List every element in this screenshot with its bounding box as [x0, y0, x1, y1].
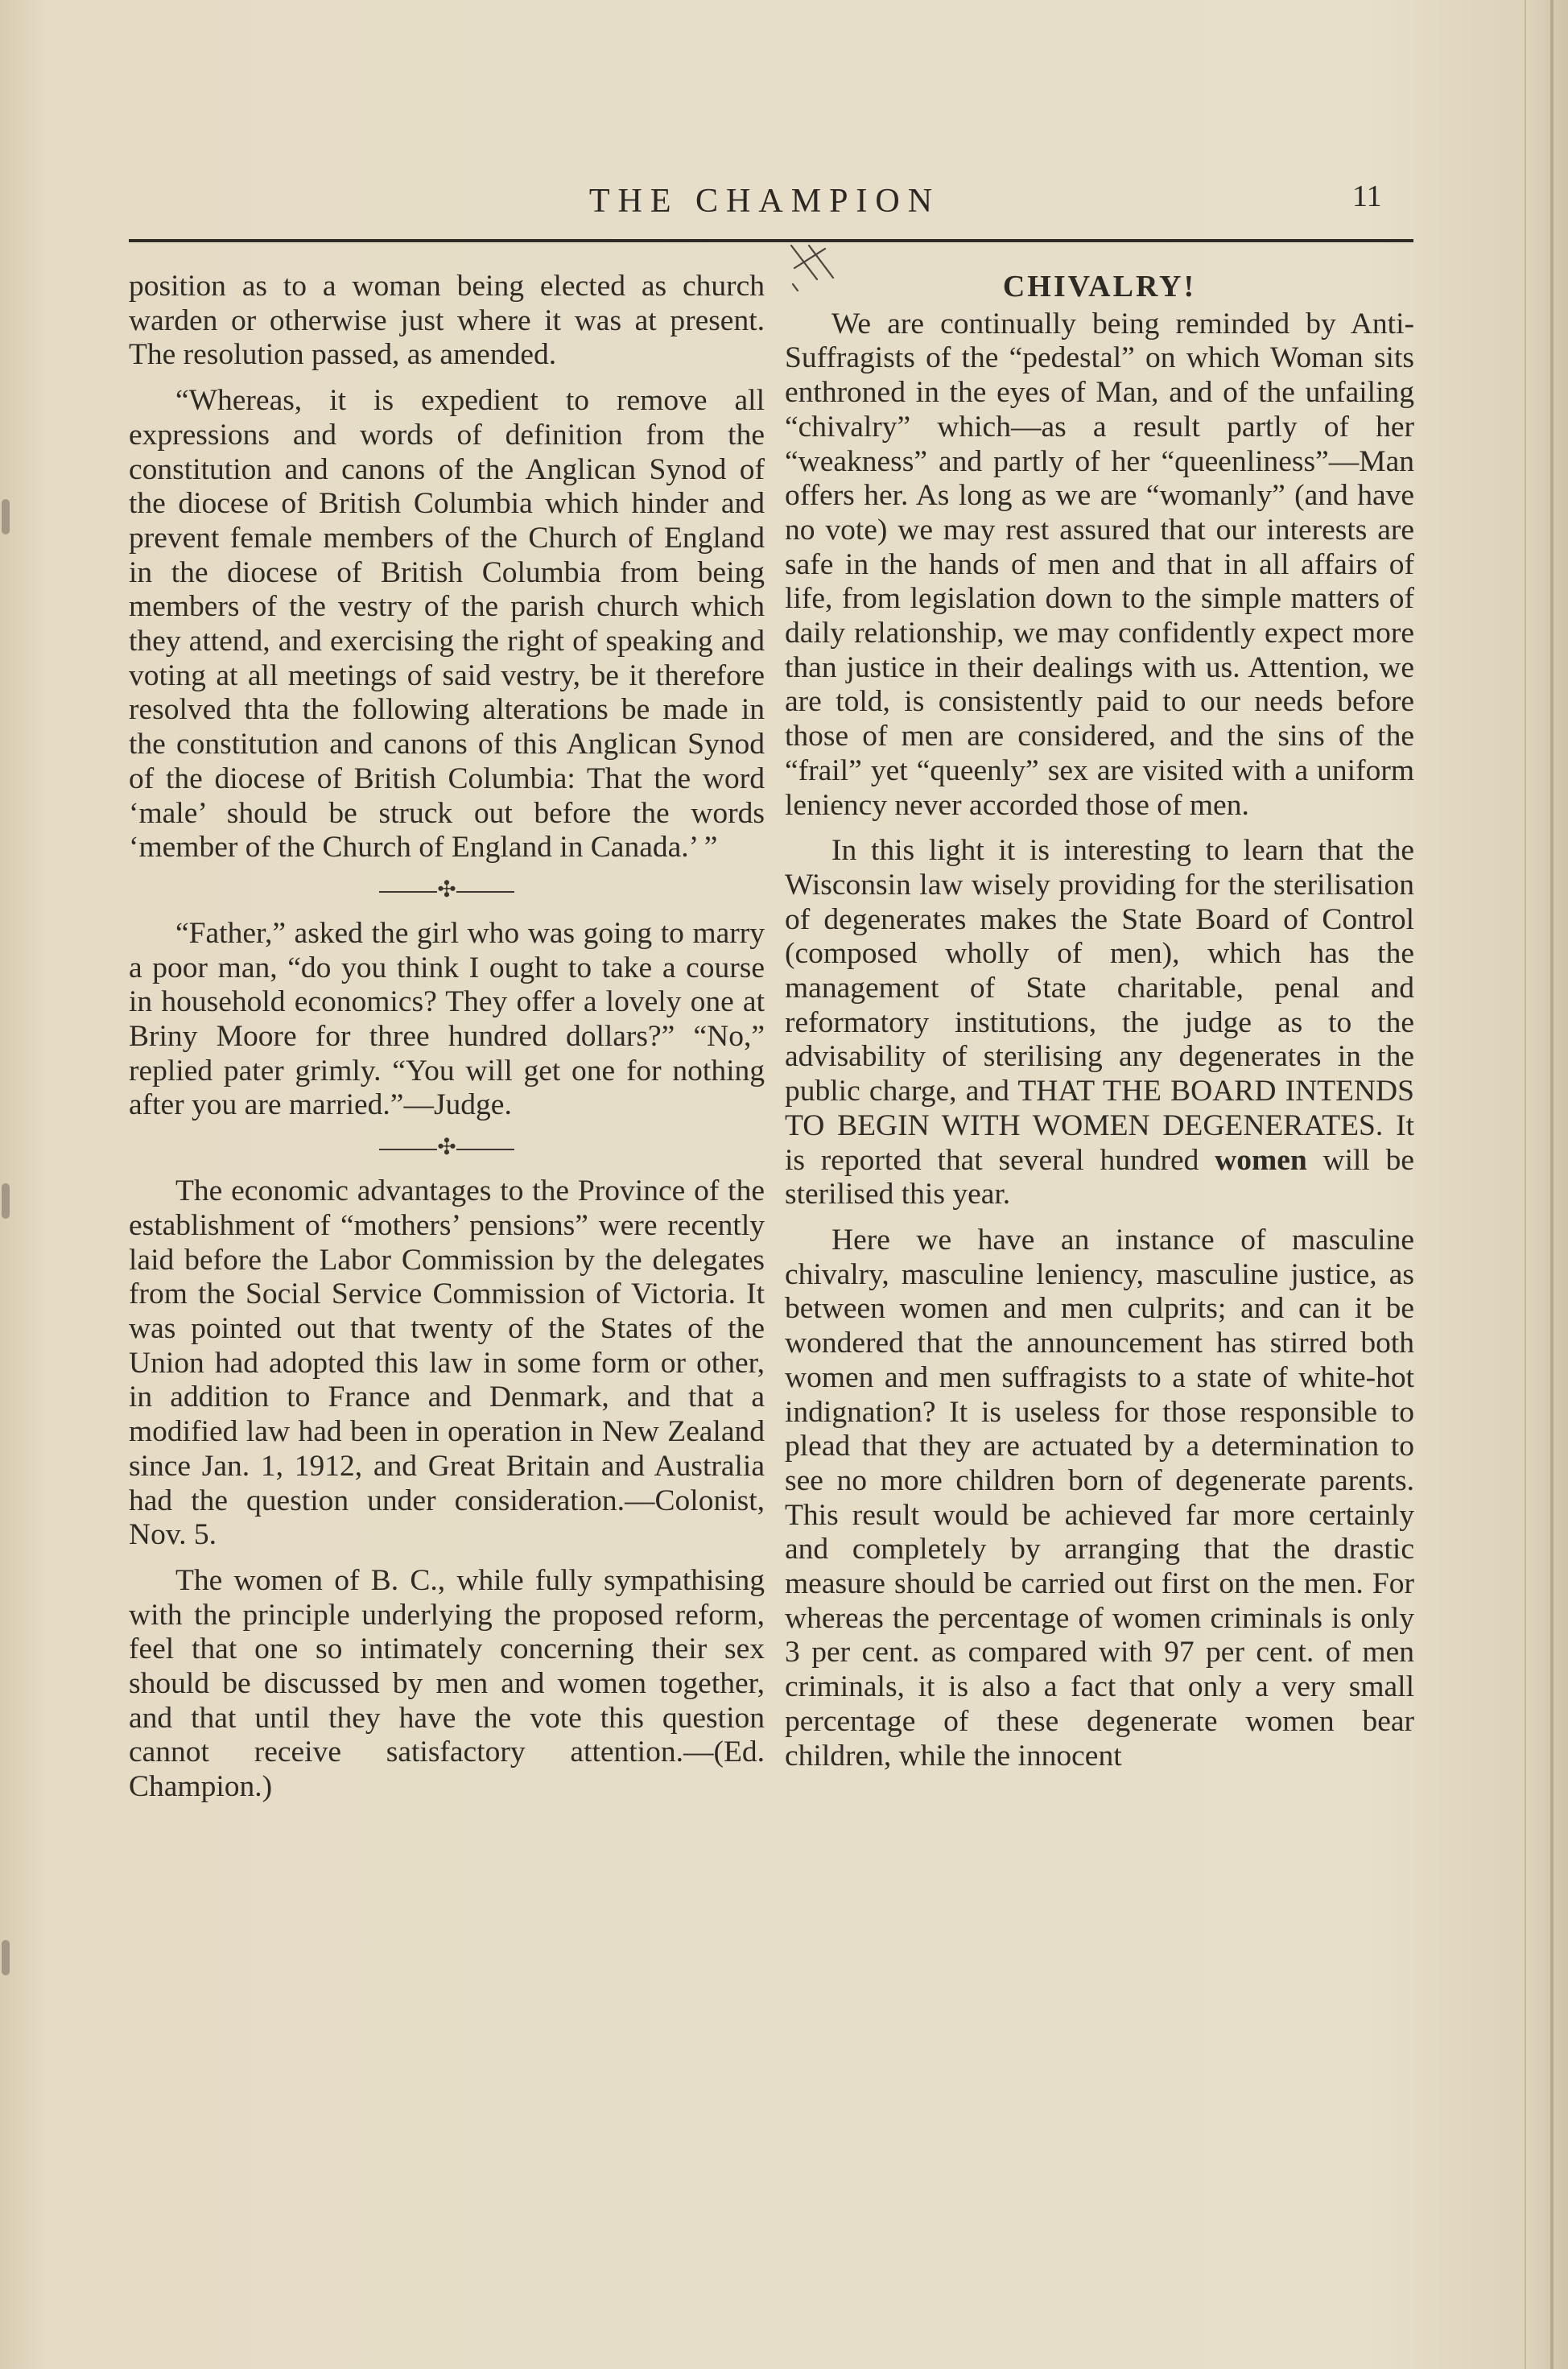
page-number: 11: [1352, 180, 1382, 213]
divider-ornament-icon: ✣: [437, 1135, 456, 1161]
women-bc-paragraph: The women of B. C., while fully sympathising with the principle underlying the proposed reform, feel that one so intimately concerning their sex should be discussed by men and women together, and that until they have the vote this question cannot receive satisfactory attention.—(Ed. Champion.): [129, 1563, 765, 1804]
joke-paragraph: “Father,” asked the girl who was going to marry a poor man, “do you think I ought to take a course in household economics? They offer a lovely one at Briny Moore for three hundred dollars?” “No,” replied pater grimly. “You will get one for nothing after you are married.”—Judge.: [129, 916, 765, 1122]
paragraph-2-middle: It is reported that several hundred: [785, 1108, 1415, 1177]
chivalry-paragraph-1: We are continually being reminded by Anti-Suffragists of the “pedestal” on which Woman sits enthroned in the eyes of Man, and of the unfailing “chivalry” which—as a result partly of her “weakness” and partly of her “queenliness”—Man offers her. As long as we are “womanly” (and have no vote) we may rest assured that our interests are safe in the hands of men and that in all affairs of life, from legislation down to the simple matters of daily relationship, we may confidently expect more than justice in their dealings with us. Attention, we are told, is consistently paid to our needs before those of men are considered, and the sins of the “frail” yet “queenly” sex are visited with a uniform leniency never accorded those of men.: [785, 307, 1414, 822]
board-announcement-caps: THAT THE BOARD INTENDS TO BEGIN WITH WOMEN DEGENERATES.: [785, 1075, 1414, 1142]
right-column: [785, 270, 1414, 1773]
women-emphasis: women: [1215, 1143, 1307, 1177]
continuation-paragraph: position as to a woman being elected as church warden or otherwise just where it was at present. The resolution passed, as amended.: [129, 270, 765, 372]
binding-crease: [1525, 0, 1526, 2369]
chivalry-paragraph-3: Here we have an instance of masculine chivalry, masculine leniency, masculine justice, as between women and men culprits; and can it be wondered that the announcement has stirred both women and men suffragists to a state of white-hot indignation? It is useless for those responsible to plead that they are actuated by a determination to see no more children born of degenerate parents. This result would be achieved far more certainly and completely by arranging that the drastic measure should be carried out first on the men. For whereas the percentage of women criminals is only 3 per cent. as compared with 97 per cent. of men criminals, it is also a fact that only a very small percentage of these degenerate women bear children, while the innocent: [785, 1223, 1414, 1773]
section-divider: [129, 878, 765, 902]
binding-edge: [1550, 0, 1554, 2369]
page-header-title: THE CHAMPION: [588, 183, 941, 220]
divider-ornament-icon: ✣: [437, 877, 456, 902]
resolution-paragraph: “Whereas, it is expedient to remove all expressions and words of definition from the constitution and canons of the Anglican Synod of the diocese of British Columbia which hinder and prevent female members of the Church of England in the diocese of British Columbia from being members of the vestry of the parish church which they attend, and exercising the right of speaking and voting at all meetings of said vestry, be it therefore resolved thta the following alterations be made in the constitution and canons of this Anglican Synod of the diocese of British Columbia: That the word ‘male’ should be struck out before the words ‘member of the Church of England in Canada.’ ”: [129, 384, 765, 865]
binding-hole: [2, 1940, 10, 1975]
section-divider: [129, 1136, 765, 1160]
left-column: [129, 270, 765, 1805]
chivalry-paragraph-2: [785, 834, 1414, 1212]
paragraph-2-end: will be sterilised this year.: [785, 1143, 1415, 1211]
binding-hole: [2, 499, 10, 534]
paragraph-2-start: In this light it is interesting to learn that the Wisconsin law wisely providing for the sterilisation of degenerates makes the State Board of Control (composed wholly of men), which has the management of State charitable, penal and reformatory institutions, the judge as to the advisability of sterilising any degenerates in the public charge, and: [785, 834, 1414, 1108]
binding-hole: [2, 1183, 10, 1219]
header-rule: [129, 239, 1413, 242]
article-title: CHIVALRY!: [1002, 270, 1197, 303]
pensions-paragraph: The economic advantages to the Province of the establishment of “mothers’ pensions” were recently laid before the Labor Commission by the delegates from the Social Service Commission of Victoria. It was pointed out that twenty of the States of the Union had adopted this law in some form or other, in addition to France and Denmark, and that a modified law had been in operation in New Zealand since Jan. 1, 1912, and Great Britain and Australia had the question under consideration.—Colonist, Nov. 5.: [129, 1174, 765, 1552]
